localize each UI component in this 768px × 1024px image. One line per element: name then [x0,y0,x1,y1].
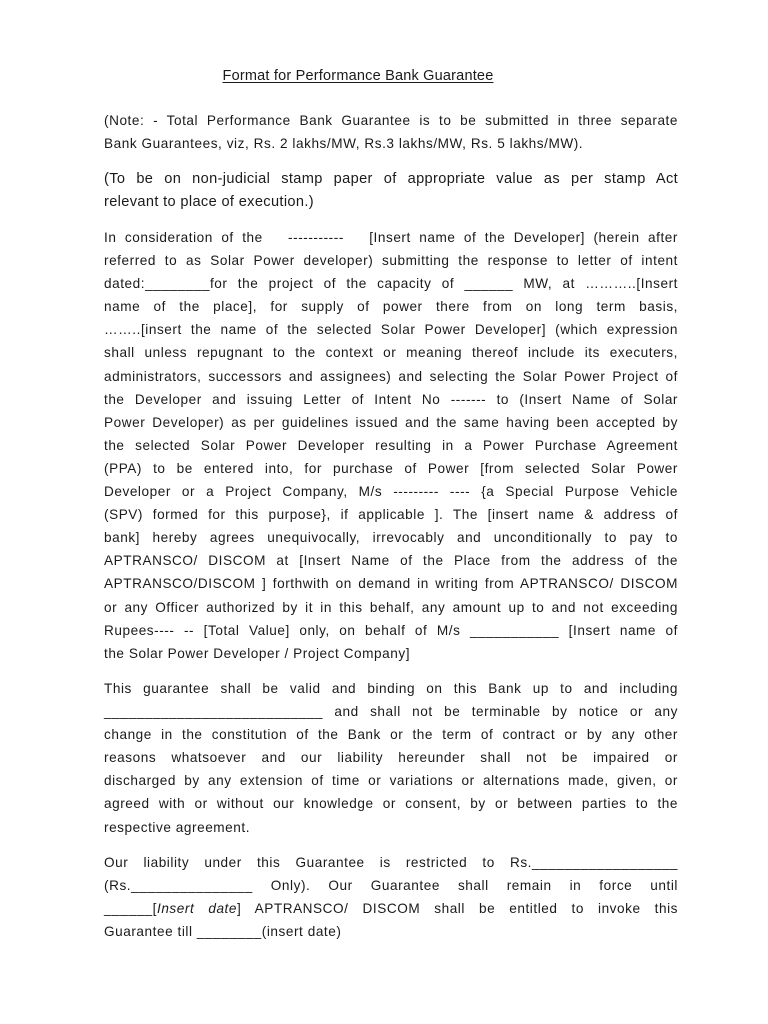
liability-text: ] APTRANSCO/ DISCOM shall be entitled to invoke this [237,901,678,917]
liability-line: (Rs._______________ Only). Our Guarantee shall remain in force until [104,878,678,894]
consideration-line: Developer or a Project Company, M/s --------- ---- {a Special Purpose Vehicle [104,484,678,500]
consideration-line: or any Officer authorized by it in this behalf, any amount up to and not exceeding [104,599,678,615]
consideration-line: (SPV) formed for this purpose}, if applicable ]. The [insert name & address of [104,507,678,523]
liability-line [104,897,678,920]
validity-line: change in the constitution of the Bank or the term of contract or by any other [104,727,678,743]
stamp-paper-paragraph [104,168,678,214]
validity-line: reasons whatsoever and our liability hereunder shall not be impaired or [104,750,678,766]
consideration-line: bank] hereby agrees unequivocally, irrevocably and unconditionally to pay to [104,530,678,546]
validity-line: This guarantee shall be valid and binding on this Bank up to and including [104,681,678,696]
consideration-line: the Developer and issuing Letter of Intent No ------- to (Insert Name of Solar [104,391,678,407]
consideration-line: APTRANSCO/DISCOM ] forthwith on demand in writing from APTRANSCO/ DISCOM [104,576,678,592]
liability-line: Guarantee till ________(insert date) [104,924,342,940]
liability-blank: ______[ [104,901,157,917]
liability-paragraph [104,851,678,943]
stamp-line: (To be on non-judicial stamp paper of appropriate value as per stamp Act [104,171,678,187]
validity-line: ___________________________ and shall not be terminable by notice or any [104,704,678,720]
validity-paragraph [104,677,678,839]
consideration-paragraph [104,226,678,665]
consideration-line: APTRANSCO/ DISCOM at [Insert Name of the Place from the address of the [104,553,678,569]
validity-line: respective agreement. [104,819,251,835]
liability-line: Our liability under this Guarantee is restricted to Rs.__________________ [104,855,678,870]
consideration-line: In consideration of the ----------- [Insert name of the Developer] (herein after [104,230,678,245]
note-line: (Note: - Total Performance Bank Guarantee is to be submitted in three separate [104,113,678,128]
note-paragraph [104,109,678,155]
validity-line: agreed with or without our knowledge or consent, by or between parties to the [104,796,678,812]
consideration-line: the Solar Power Developer / Project Company] [104,645,411,661]
consideration-line: dated:________for the project of the capacity of ______ MW, at ………..[Insert [104,276,678,292]
consideration-line: the selected Solar Power Developer resulting in a Power Purchase Agreement [104,437,678,453]
consideration-line: Power Developer) as per guidelines issued and the same having been accepted by [104,414,678,430]
consideration-line: Rupees---- -- [Total Value] only, on behalf of M/s ___________ [Insert name of [104,622,678,638]
document-title: Format for Performance Bank Guarantee [222,68,494,84]
consideration-line: shall unless repugnant to the context or meaning thereof include its executers, [104,345,678,361]
consideration-line: referred to as Solar Power developer) submitting the response to letter of intent [104,253,678,269]
stamp-line: relevant to place of execution.) [104,194,314,210]
note-line: Bank Guarantees, viz, Rs. 2 lakhs/MW, Rs.3 lakhs/MW, Rs. 5 lakhs/MW). [104,136,584,152]
consideration-line: administrators, successors and assignees) and selecting the Solar Power Project of [104,368,678,384]
consideration-line: name of the place], for supply of power there from on long term basis, [104,299,678,315]
consideration-line: ……..[insert the name of the selected Solar Power Developer] (which expression [104,322,678,338]
insert-date-placeholder: Insert date [157,901,237,917]
consideration-line: (PPA) to be entered into, for purchase of Power [from selected Solar Power [104,460,678,476]
validity-line: discharged by any extension of time or variations or alternations made, given, or [104,773,678,789]
